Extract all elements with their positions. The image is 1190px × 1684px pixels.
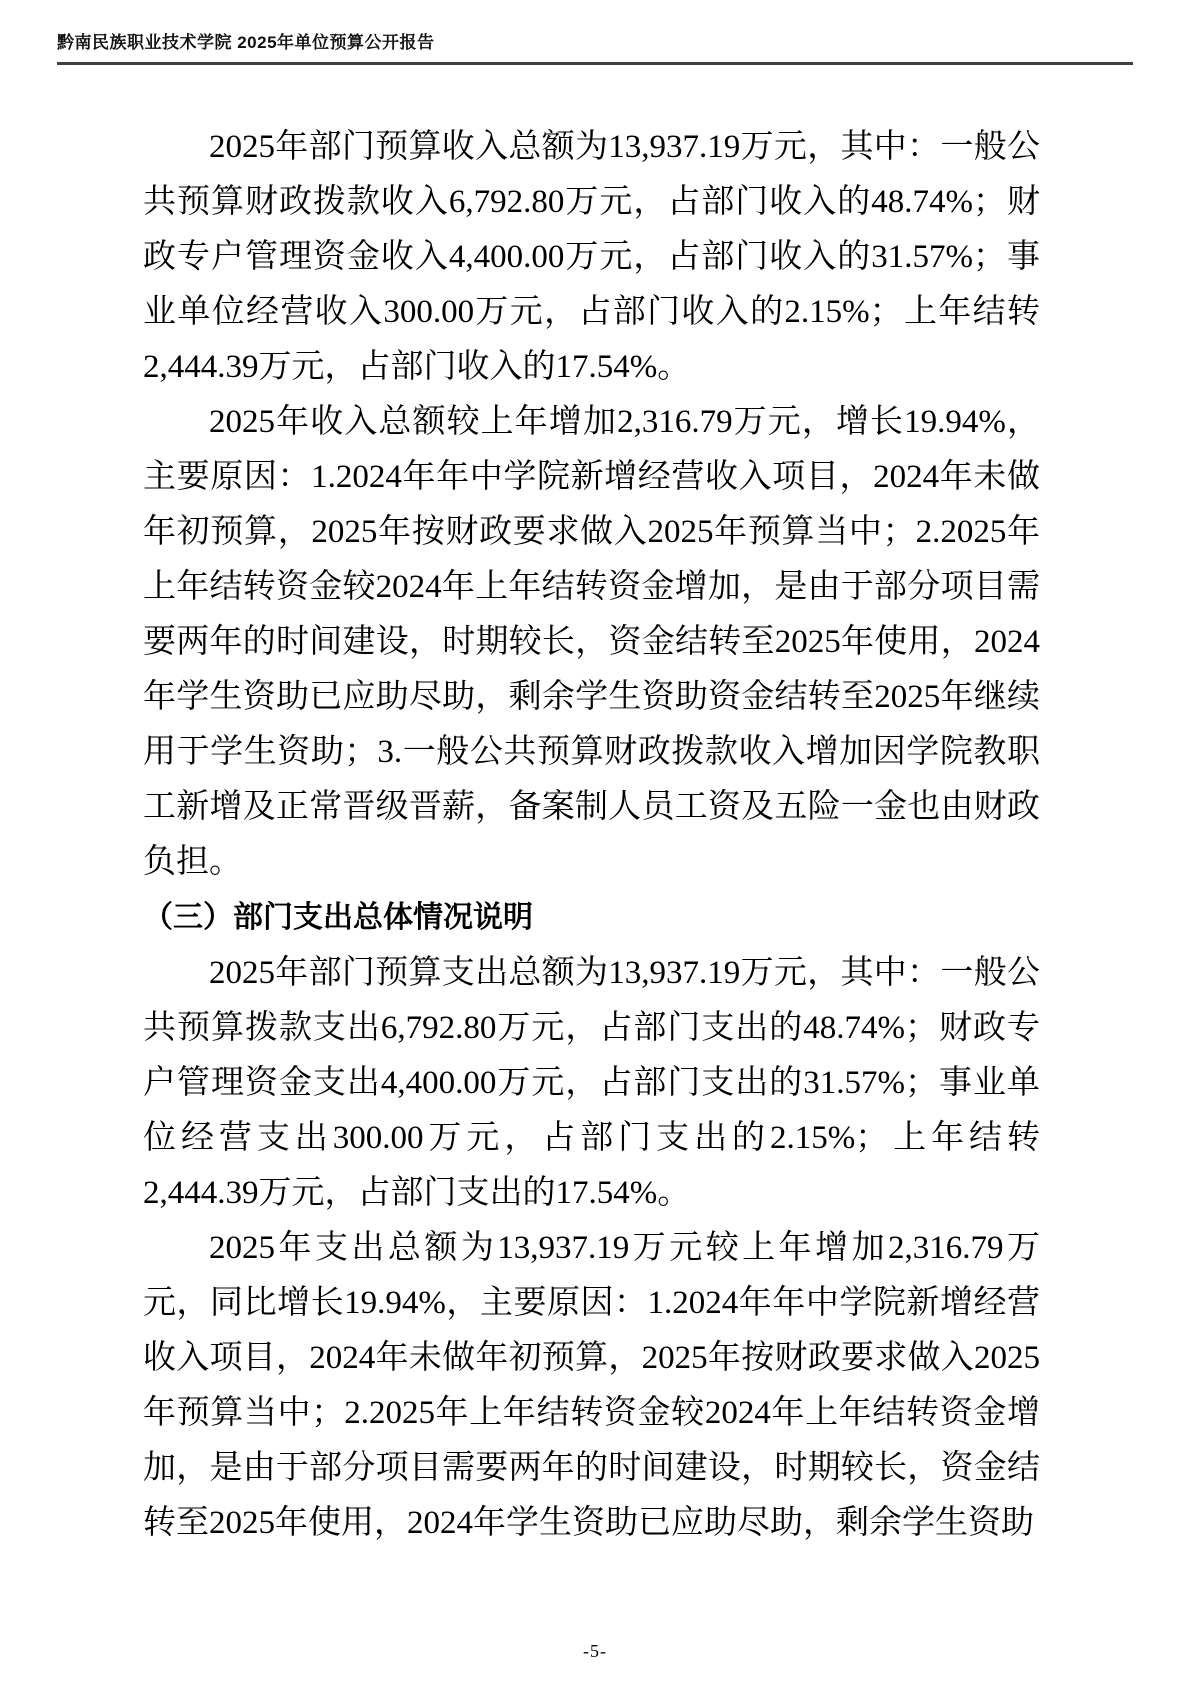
section-heading-expenditure: （三）部门支出总体情况说明 — [143, 901, 533, 934]
page-number: -5- — [583, 1641, 607, 1661]
page-header — [57, 28, 1133, 65]
paragraph-expenditure-change-reasons: 2025年支出总额为13,937.19万元较上年增加2,316.79万元，同比增长19.94%，主要原因：1.2024年年中学院新增经营收入项目，2024年未做年初预算，2025年按财政要求做入2025年预算当中；2.2025年上年结转资金较2024年上年结转资金增加，是由于部分项目需要两年的时间建设，时期较长，资金结转至2025年使用，2024年学生资助已应助尽助，剩余学生资助 — [143, 1230, 1040, 1541]
paragraph-income-change-reasons: 2025年收入总额较上年增加2,316.79万元，增长19.94%，主要原因：1.2024年年中学院新增经营收入项目，2024年未做年初预算，2025年按财政要求做入2025年预算当中；2.2025年上年结转资金较2024年上年结转资金增加，是由于部分项目需要两年的时间建设，时期较长，资金结转至2025年使用，2024年学生资助已应助尽助，剩余学生资助资金结转至2025年继续用于学生资助；3.一般公共预算财政拨款收入增加因学院教职工新增及正常晋级晋薪，备案制人员工资及五险一金也由财政负担。 — [143, 404, 1040, 880]
paragraph-expenditure-total: 2025年部门预算支出总额为13,937.19万元，其中：一般公共预算拨款支出6,792.80万元，占部门支出的48.74%；财政专户管理资金支出4,400.00万元，占部门支出的31.57%；事业单位经营支出300.00万元，占部门支出的2.15%；上年结转2,444.39万元，占部门支出的17.54%。 — [143, 955, 1040, 1211]
document-body — [143, 120, 1040, 1551]
header-title: 黔南民族职业技术学院 2025年单位预算公开报告 — [57, 33, 435, 52]
paragraph-income-total: 2025年部门预算收入总额为13,937.19万元，其中：一般公共预算财政拨款收入6,792.80万元，占部门收入的48.74%；财政专户管理资金收入4,400.00万元，占部门收入的31.57%；事业单位经营收入300.00万元，占部门收入的2.15%；上年结转2,444.39万元，占部门收入的17.54%。 — [143, 129, 1040, 385]
header-rule — [57, 62, 1133, 65]
page-footer — [0, 1641, 1190, 1662]
